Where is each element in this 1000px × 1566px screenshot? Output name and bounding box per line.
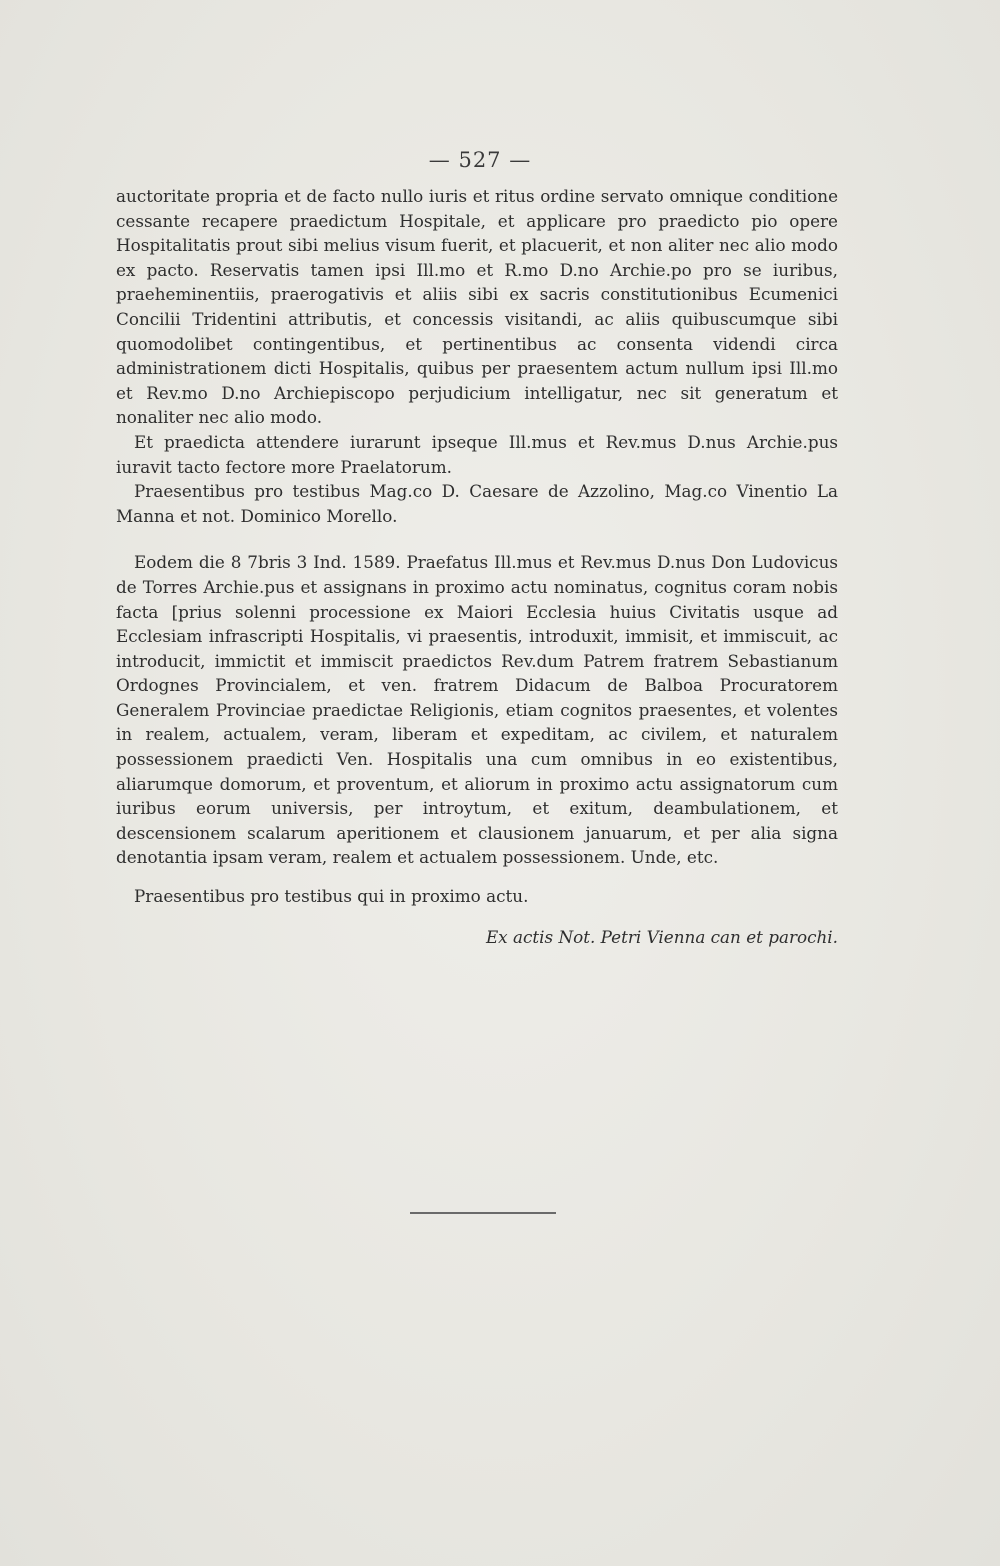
notary-signature-line: Ex actis Not. Petri Vienna can et parochi. [485, 926, 838, 947]
section-divider-rule [410, 1212, 556, 1214]
body-text [116, 184, 838, 949]
paragraph-oath: Et praedicta attendere iurarunt ipseque Ill.mus et Rev.mus D.nus Archie.pus iuravit tacto fectore more Praelatorum. [116, 431, 838, 477]
paragraph-final-witnesses: Praesentibus pro testibus qui in proximo actu. [134, 886, 529, 907]
page-number: — 527 — [428, 148, 532, 172]
paragraph-continuation: auctoritate propria et de facto nullo iuris et ritus ordine servato omnique conditione cessante recapere praedictum Hospitale, et applicare pro praedicto pio opere Hospitalitatis prout sibi melius visum fuerit, et placuerit, et non aliter nec alio modo ex pacto. Reservatis tamen ipsi Ill.mo et R.mo D.no Archie.po pro se iuribus, praeheminentiis, praerogativis et aliis sibi ex sacris constitutionibus Ecumenici Concilii Tridentini attributis, et concessis visitandi, ac aliis quibuscumque sibi quomodolibet contingentibus, et pertinentibus ac consenta videndi circa administrationem dicti Hospitalis, quibus per praesentem actum nullum ipsi Ill.mo et Rev.mo D.no Archiepiscopo perjudicium intelligatur, nec sit generatum et nonaliter nec alio modo. [116, 186, 838, 428]
paragraph-possession-act: Eodem die 8 7bris 3 Ind. 1589. Praefatus Ill.mus et Rev.mus D.nus Don Ludovicus de Torres Archie.pus et assignans in proximo actu nominatus, cognitus coram nobis facta [prius solenni processione ex Maiori Ecclesia huius Civitatis usque ad Ecclesiam infrascripti Hospitalis, vi praesentis, introduxit, immisit, et immiscuit, ac introducit, immictit et immiscit praedictos Rev.dum Patrem fratrem Sebastianum Ordognes Provincialem, et ven. fratrem Didacum de Balboa Procuratorem Generalem Provinciae praedictae Religionis, etiam cognitos praesentes, et volentes in realem, actualem, veram, liberam et expeditam, ac civilem, et naturalem possessionem praedicti Ven. Hospitalis una cum omnibus in eo existentibus, aliarumque domorum, et proventum, et aliorum in proximo actu assignatorum cum iuribus eorum universis, per introytum, et exitum, deambulationem, et descensionem scalarum aperitionem et clausionem januarum, et per alia signa denotantia ipsam veram, realem et actualem possessionem. Unde, etc. [116, 552, 838, 868]
paragraph-witnesses: Praesentibus pro testibus Mag.co D. Caesare de Azzolino, Mag.co Vinentio La Manna et not. Dominico Morello. [116, 481, 838, 526]
